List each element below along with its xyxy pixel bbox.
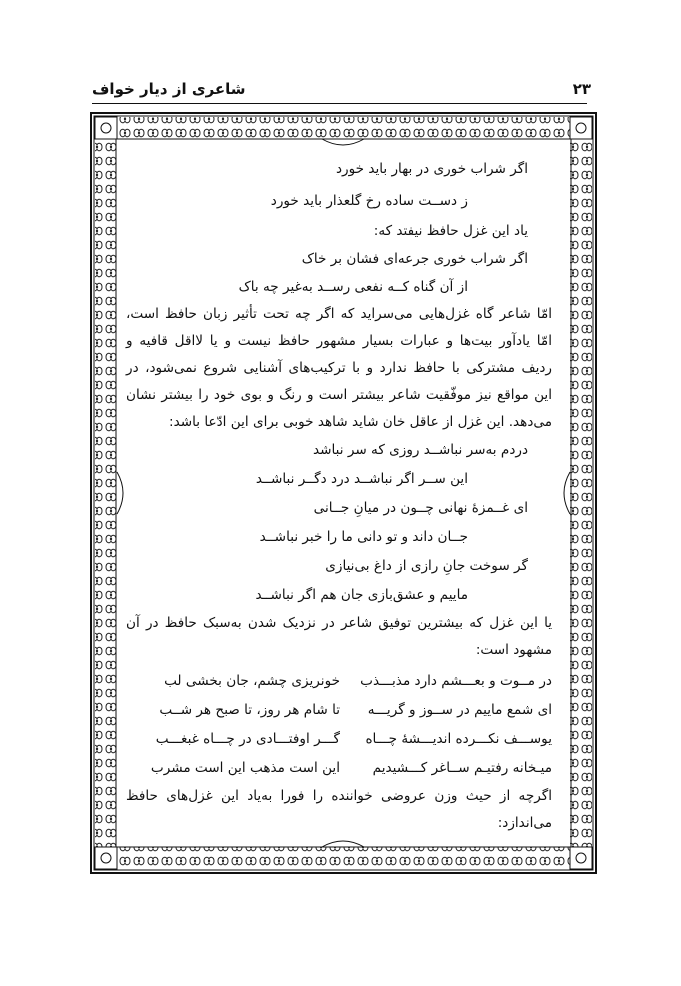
verse-line: اگر شراب خوری در بهار باید خورد — [335, 161, 528, 177]
prose-line: امّا شاعر گاه غزل‌هایی می‌سراید که اگر چه تحت تأثیر زبان حافظ است، — [126, 306, 552, 322]
verse-line: ز دســت ساده رخ گلعذار باید خورد — [270, 193, 468, 209]
couplet-hemistich: گـــر اوفتـــادی در چـــاه غبغـــب — [155, 731, 340, 747]
verse-line: دردم به‌سر نباشــد روزی که سر نباشد — [312, 442, 528, 458]
couplet-hemistich: میـخانه رفتیـم ســاغر کـــشیدیم — [372, 760, 552, 776]
couplet-hemistich: تا شام هر روز، تا صبح هر شــب — [159, 702, 340, 718]
prose-line: امّا یادآور بیت‌ها و عبارات بسیار مشهور حافظ نیست و یا لااقل قافیه و — [126, 333, 552, 349]
verse-line: این ســر اگر نباشــد درد دگــر نباشــد — [255, 471, 468, 487]
couplet-hemistich: ای شمع ماییم در ســوز و گریـــه — [367, 702, 552, 718]
verse-line: ماییم و عشق‌بازی جان هم اگر نباشــد — [255, 587, 468, 603]
couplet-hemistich: این است مذهب این است مشرب — [150, 760, 340, 776]
verse-line: گر سوخت جانِ رازی از داغ بی‌نیازی — [325, 558, 528, 574]
prose-line: یا این غزل که بیشترین توفیق شاعر در نزدیک شدن به‌سبک حافظ در آن — [126, 615, 552, 631]
verse-line: جــان داند و تو دانی ما را خبر نباشــد — [259, 529, 468, 545]
prose-line: می‌اندازد: — [497, 815, 552, 831]
running-header-title: شاعری از دیار خواف — [92, 80, 246, 98]
verse-line: از آن گناه کــه نفعی رســد به‌غیر چه باک — [238, 279, 468, 295]
couplet-hemistich: در مــوت و بعـــشم دارد مذبـــذب — [360, 673, 552, 689]
prose-line: این مواقع نیز موفّقیت شاعر بیشتر است و رنگ و بوی خود را بیشتر نشان — [126, 387, 552, 403]
prose-line: ردیف مشترکی با حافظ ندارد و با ترکیب‌های آشنایی شروع نمی‌شود، در — [126, 360, 552, 376]
prose-line: می‌دهد. این غزل از عاقل خان شاید شاهد خوبی برای این ادّعا باشد: — [168, 414, 552, 430]
header-rule — [92, 103, 587, 104]
prose-line: مشهود است: — [475, 642, 552, 658]
verse-line: ای غــمزهٔ نهانی چــون در میانِ جــانی — [313, 500, 528, 516]
prose-line: یاد این غزل حافظ نیفتد که: — [373, 223, 528, 239]
prose-line: اگرچه از حیث وزن عروضی خواننده را فورا به‌یاد این غزل‌های حافظ — [126, 788, 552, 804]
page-number: ۲۳ — [572, 80, 591, 98]
couplet-hemistich: یوســـف نکـــرده اندیـــشهٔ چـــاه — [365, 731, 552, 747]
couplet-hemistich: خونریزی چشم، جان بخشی لب — [164, 673, 340, 689]
verse-line: اگر شراب خوری جرعه‌ای فشان بر خاک — [301, 251, 528, 267]
